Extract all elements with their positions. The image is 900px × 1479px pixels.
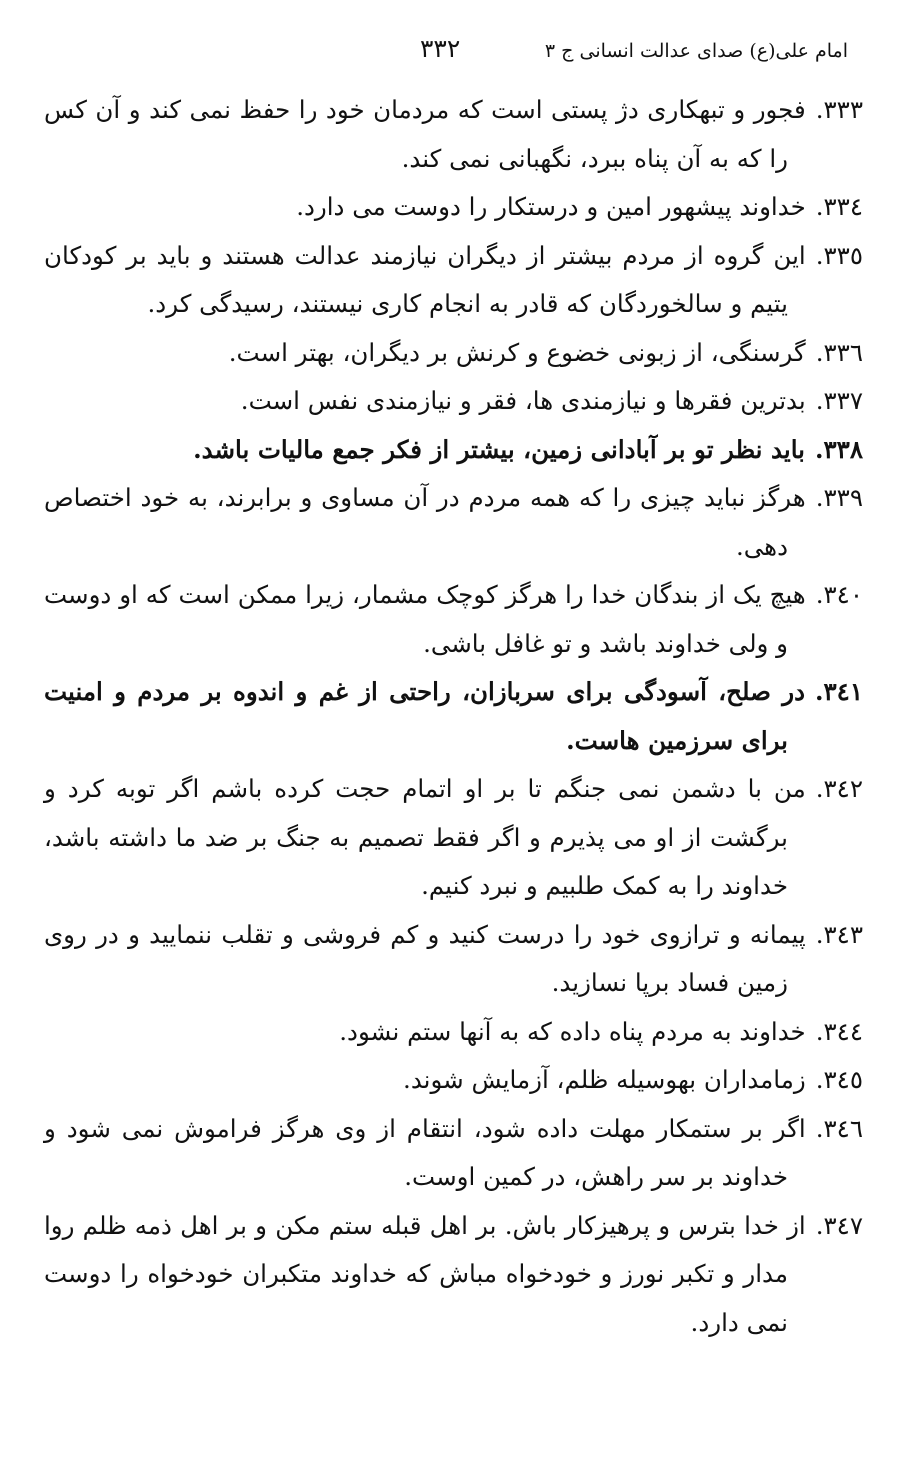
item-number: ۳۳٤.: [815, 192, 863, 221]
item-text: این گروه از مردم بیشتر از دیگران نیازمند عدالت هستند و باید بر کودکان یتیم و سالخوردگان که قادر به انجام کاری نیستند، رسیدگی کرد.: [44, 240, 806, 318]
item-number: ۳۳۸.: [814, 434, 863, 464]
list-item: [44, 1008, 863, 1057]
list-item: [44, 377, 863, 426]
page-body: [44, 86, 863, 1347]
item-text: بدترین فقرها و نیازمندی ها، فقر و نیازمندی نفس است.: [240, 386, 806, 415]
list-item: [44, 426, 863, 475]
item-text: فجور و تبهکاری دژ پستی است که مردمان خود را حفظ نمی کند و آن کس را که به آن پناه ببرد، نگهبانی نمی کند.: [44, 95, 806, 173]
item-number: ۳٤٦.: [815, 1113, 863, 1143]
item-text: گرسنگی، از زبونی خضوع و کرنش بر دیگران، بهتر است.: [228, 337, 806, 367]
list-item: [44, 911, 863, 1008]
item-text: من با دشمن نمی جنگم تا بر او اتمام حجت کرده باشم اگر توبه کرد و برگشت از او می پذیرم و اگر فقط تصمیم به جنگ بر ضد ما داشته باشد، خداوند را به کمک طلبیم و نبرد کنیم.: [44, 774, 806, 900]
list-item: [44, 474, 863, 571]
item-text: هیچ یک از بندگان خدا را هرگز کوچک مشمار، زیرا ممکن است که او دوست و ولی خداوند باشد و تو غافل باشی.: [44, 580, 806, 658]
list-item: [44, 232, 863, 329]
item-text: پیمانه و ترازوی خود را درست کنید و کم فروشی و تقلب ننمایید و در روی زمین فساد برپا نسازید.: [44, 919, 806, 997]
item-text: در صلح، آسودگی برای سربازان، راحتی از غم و اندوه بر مردم و امنیت برای سرزمین هاست.: [44, 677, 805, 755]
item-number: ۳۳٥.: [815, 240, 863, 270]
list-item: [44, 765, 863, 911]
page-header: [0, 34, 900, 74]
item-number: ۳٤٤.: [815, 1016, 863, 1046]
item-number: ۳٤٥.: [815, 1065, 863, 1094]
list-item: [44, 571, 863, 668]
item-text: خداوند پیشهور امین و درستکار را دوست می دارد.: [296, 192, 806, 221]
item-number: ۳٤۰.: [815, 580, 863, 609]
list-item: [44, 183, 863, 232]
item-text: باید نظر تو بر آبادانی زمین، بیشتر از فکر جمع مالیات باشد.: [193, 434, 805, 464]
item-number: ۳۳۷.: [815, 386, 863, 415]
item-text: از خدا بترس و پرهیزکار باش. بر اهل قبله ستم مکن و بر اهل ذمه ظلم روا مدار و تکبر نورز و خودخواه مباش که خداوند متکبران خودخواه را دوست نمی دارد.: [44, 1210, 806, 1337]
item-number: ۳٤۱.: [814, 677, 863, 706]
list-item: [44, 1202, 863, 1348]
list-item: [44, 86, 863, 183]
item-number: ۳۳٦.: [815, 337, 863, 367]
list-item: [44, 668, 863, 765]
item-text: هرگز نباید چیزی را که همه مردم در آن مساوی و برابرند، به خود اختصاص دهی.: [44, 483, 806, 561]
item-number: ۳۳۳.: [815, 95, 863, 124]
item-text: زمامداران بهوسیله ظلم، آزمایش شوند.: [403, 1065, 806, 1094]
page-number: ۳۳۲: [420, 34, 461, 63]
item-number: ۳٤۷.: [815, 1210, 863, 1240]
item-number: ۳٤۲.: [815, 774, 863, 803]
item-text: خداوند به مردم پناه داده که به آنها ستم نشود.: [339, 1016, 806, 1046]
item-number: ۳٤۳.: [815, 919, 863, 949]
book-title: امام علی(ع) صدای عدالت انسانی ج ۳: [544, 40, 848, 62]
list-item: [44, 329, 863, 378]
list-item: [44, 1056, 863, 1105]
item-text: اگر بر ستمکار مهلت داده شود، انتقام از وی هرگز فراموش نمی شود و خداوند بر سر راهش، در کمین اوست.: [44, 1113, 806, 1191]
list-item: [44, 1105, 863, 1202]
item-number: ۳۳۹.: [815, 483, 863, 512]
